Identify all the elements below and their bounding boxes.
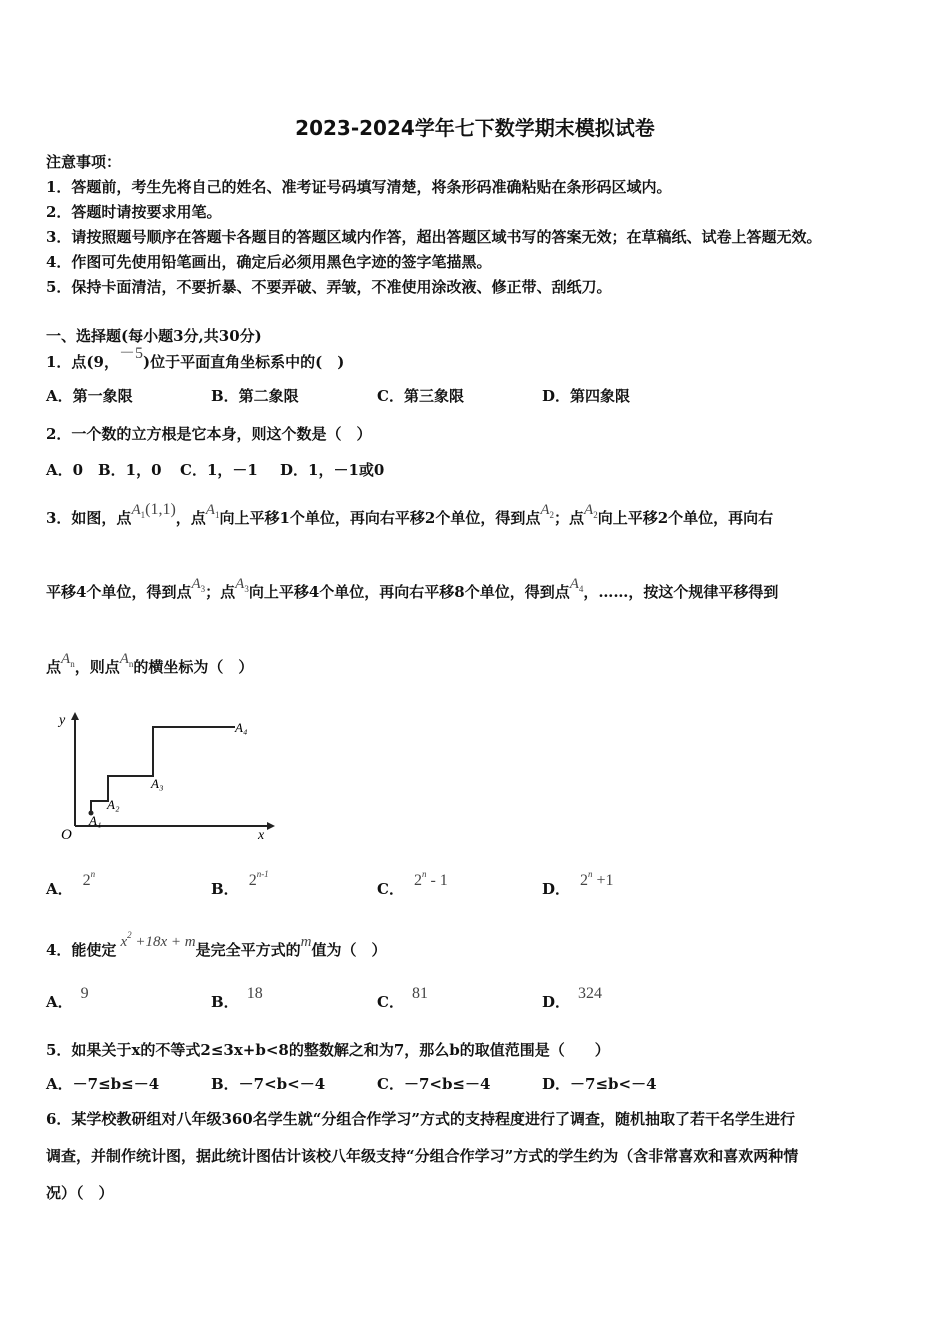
q5-option-c[interactable]: C．－7<b≤－4 xyxy=(377,1075,491,1093)
y-axis-arrow xyxy=(71,712,79,720)
a4-label: A₄ xyxy=(235,720,248,735)
q3-option-c[interactable]: C． 2$^n$ - 1 xyxy=(377,869,448,898)
q2-option-b[interactable]: B．1，0 xyxy=(98,461,162,479)
x-axis-arrow xyxy=(267,822,275,830)
q1-option-a[interactable]: A．第一象限 xyxy=(46,387,133,405)
q4-option-c[interactable]: C． 81 xyxy=(377,985,428,1011)
q4-expression: $x^2 +18x + m$ xyxy=(120,930,196,950)
q3-option-a[interactable]: A． 2$^n$ xyxy=(46,869,96,898)
q2-option-c[interactable]: C．1，－1 xyxy=(180,461,258,479)
q4-option-b[interactable]: B． 18 xyxy=(211,985,263,1011)
q4-option-a[interactable]: A． 9 xyxy=(46,985,89,1011)
question-6-line-2: 调查，并制作统计图，据此统计图估计该校八年级支持“分组合作学习”方式的学生约为（含非常喜欢和喜欢两种情 xyxy=(46,1147,799,1165)
q1-number: －5 xyxy=(118,345,143,362)
note-item: 4．作图可先使用铅笔画出，确定后必须用黑色字迹的签字笔描黑。 xyxy=(46,253,492,271)
q1-option-b[interactable]: B．第二象限 xyxy=(211,387,299,405)
question-6-line-3: 况）（ ） xyxy=(46,1184,114,1202)
q5-option-b[interactable]: B．－7<b<－4 xyxy=(211,1075,326,1093)
question-6-line-1: 6．某学校教研组对八年级360名学生就“分组合作学习”方式的支持程度进行了调查，随机抽取了若干名学生进行 xyxy=(46,1110,796,1128)
q1-option-c[interactable]: C．第三象限 xyxy=(377,387,464,405)
question-4-stem: 4．能使定 $x^2 +18x + m$是完全平方式的m值为（ ） xyxy=(46,930,387,959)
step-figure xyxy=(55,708,275,843)
a3-label: A₃ xyxy=(151,776,164,791)
page-title: 2023-2024学年七下数学期末模拟试卷 xyxy=(295,116,655,140)
q5-option-d[interactable]: D．－7≤b<－4 xyxy=(542,1075,657,1093)
origin-label: O xyxy=(61,827,72,843)
question-2-stem: 2．一个数的立方根是它本身，则这个数是（ ） xyxy=(46,425,372,443)
question-3-line-1: 3．如图，点$A_1(1,1)$，点$A_1$向上平移1个单位，再向右平移2个单位，得到点$A_2$；点$A_2$向上平移2个单位，再向右 xyxy=(46,501,774,527)
q3-option-d[interactable]: D． $2^n +1$ xyxy=(542,869,614,898)
y-label: y xyxy=(59,713,66,728)
note-item: 5．保持卡面清洁，不要折暴、不要弄破、弄皱，不准使用涂改液、修正带、刮纸刀。 xyxy=(46,278,612,296)
question-3-line-2: 平移4个单位，得到点$A_3$；点$A_3$向上平移4个单位，再向右平移8个单位，得到点$A_4$，……，按这个规律平移得到 xyxy=(46,576,779,601)
question-3-line-3: 点$A_n$，则点$A_n$的横坐标为（ ） xyxy=(46,651,254,676)
q5-option-a[interactable]: A．－7≤b≤－4 xyxy=(46,1075,160,1093)
coord-a1: (1,1) xyxy=(145,501,176,518)
point-a1: $A_1$ xyxy=(131,502,146,520)
notes-heading: 注意事项： xyxy=(46,153,122,171)
a1-label: A₁ xyxy=(89,813,102,828)
a2-label: A₂ xyxy=(107,797,120,812)
q2-option-d[interactable]: D．1，－1或0 xyxy=(280,461,385,479)
question-1-stem: 1．点(9，－5)位于平面直角坐标系中的( ) xyxy=(46,345,345,371)
q1-option-d[interactable]: D．第四象限 xyxy=(542,387,631,405)
q3-option-b[interactable]: B． 2$^{n-1}$ xyxy=(211,869,269,898)
section-heading: 一、选择题(每小题3分,共30分) xyxy=(46,327,262,345)
note-item: 3．请按照题号顺序在答题卡各题目的答题区域内作答，超出答题区域书写的答案无效；在草稿纸、试卷上答题无效。 xyxy=(46,228,822,246)
q4-option-d[interactable]: D． 324 xyxy=(542,985,603,1011)
note-item: 2．答题时请按要求用笔。 xyxy=(46,203,222,221)
question-5-stem: 5．如果关于x的不等式2≤3x+b<8的整数解之和为7，那么b的取值范围是（ ） xyxy=(46,1041,610,1059)
note-item: 1．答题前，考生先将自己的姓名、准考证号码填写清楚，将条形码准确粘贴在条形码区域内。 xyxy=(46,178,672,196)
q2-option-a[interactable]: A．0 xyxy=(46,461,84,479)
x-label: x xyxy=(258,828,265,843)
